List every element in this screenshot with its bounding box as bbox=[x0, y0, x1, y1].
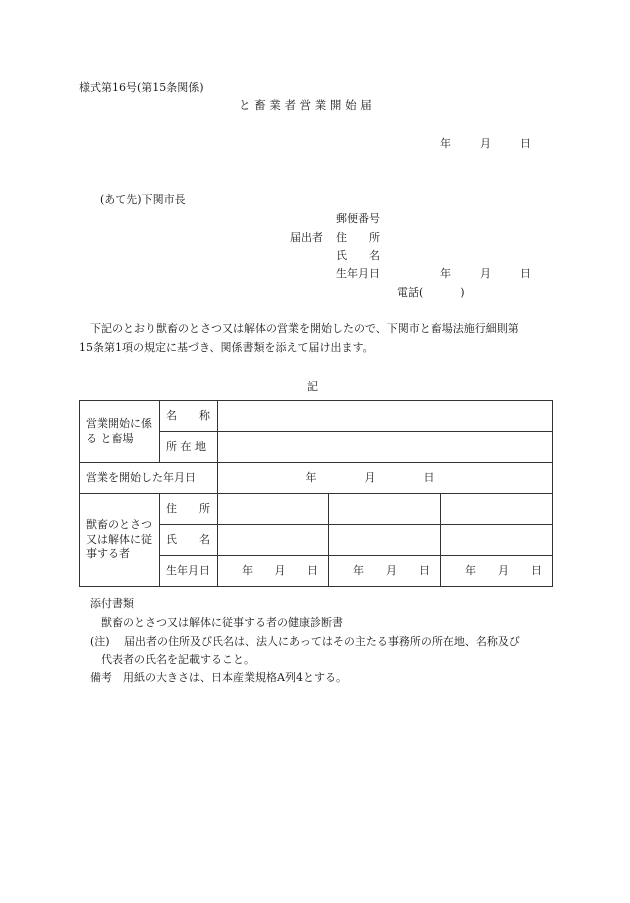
birth-year-label: 年 bbox=[440, 267, 451, 280]
facility-name-field[interactable] bbox=[218, 401, 553, 432]
start-date-field[interactable] bbox=[218, 463, 553, 494]
body-text-line2: 15条第1項の規定に基づき、関係書類を添えて届け出ます。 bbox=[79, 341, 374, 354]
note-line1: 届出者の住所及び氏名は、法人にあってはその主たる事務所の所在地、名称及び bbox=[124, 635, 520, 648]
worker1-day: 日 bbox=[307, 563, 318, 577]
ki-heading: 記 bbox=[307, 380, 318, 393]
remarks: 備考 用紙の大きさは、日本産業規格A列4とする。 bbox=[90, 671, 347, 684]
worker3-year: 年 bbox=[465, 563, 476, 577]
worker1-month: 月 bbox=[274, 563, 286, 577]
applicant-birth-label: 生年月日 bbox=[336, 267, 380, 280]
note-line2: 代表者の氏名を記載すること。 bbox=[101, 653, 255, 666]
table-row bbox=[80, 401, 553, 432]
table-row bbox=[80, 494, 553, 525]
start-month-label: 月 bbox=[364, 470, 376, 484]
birth-day-label: 日 bbox=[520, 267, 531, 280]
applicant-label: 届出者 bbox=[290, 231, 323, 244]
group-worker-label: 獣畜のとさつ又は解体に従事する者 bbox=[80, 494, 160, 587]
note-label: (注) bbox=[90, 635, 110, 648]
group-facility-label: 営業開始に係る と畜場 bbox=[80, 401, 160, 463]
body-text-line1: 下記のとおり獣畜のとさつ又は解体の営業を開始したので、下関市と畜場法施行細則第 bbox=[90, 322, 519, 335]
addressee: (あて先)下関市長 bbox=[100, 193, 186, 206]
worker-name-field-3[interactable] bbox=[441, 525, 553, 556]
applicant-address-label: 住 所 bbox=[336, 231, 380, 244]
worker3-day: 日 bbox=[531, 563, 542, 577]
page-title: と 畜 業 者 営 業 開 始 届 bbox=[239, 98, 372, 112]
worker2-day: 日 bbox=[419, 563, 430, 577]
date-year-label: 年 bbox=[440, 137, 451, 150]
worker-birth-field-3[interactable] bbox=[441, 556, 553, 587]
start-year-label: 年 bbox=[305, 470, 317, 484]
worker-birth-label: 生年月日 bbox=[160, 556, 218, 587]
date-day-label: 日 bbox=[520, 137, 531, 150]
worker-name-label: 氏 名 bbox=[160, 525, 218, 556]
worker-address-field-2[interactable] bbox=[329, 494, 441, 525]
phone-label: 電話( bbox=[397, 286, 424, 299]
attachment-item: 獣畜のとさつ又は解体に従事する者の健康診断書 bbox=[101, 616, 343, 629]
date-line bbox=[440, 138, 531, 149]
form-number: 様式第16号(第15条関係) bbox=[79, 81, 204, 94]
worker-address-field-1[interactable] bbox=[218, 494, 329, 525]
phone-line bbox=[397, 287, 465, 298]
worker2-month: 月 bbox=[386, 563, 397, 577]
date-month-label: 月 bbox=[480, 137, 491, 150]
postal-code-label: 郵便番号 bbox=[336, 212, 380, 225]
worker-address-label: 住 所 bbox=[160, 494, 218, 525]
worker-name-field-1[interactable] bbox=[218, 525, 329, 556]
worker-birth-field-2[interactable] bbox=[329, 556, 441, 587]
birth-month-label: 月 bbox=[480, 267, 491, 280]
start-day-label: 日 bbox=[423, 470, 435, 484]
phone-close: ) bbox=[460, 286, 465, 299]
worker-address-field-3[interactable] bbox=[441, 494, 553, 525]
start-date-label: 営業を開始した年月日 bbox=[80, 463, 218, 494]
facility-name-label: 名 称 bbox=[160, 401, 218, 432]
worker2-year: 年 bbox=[353, 563, 364, 577]
table-row bbox=[80, 463, 553, 494]
worker-name-field-2[interactable] bbox=[329, 525, 441, 556]
facility-location-field[interactable] bbox=[218, 432, 553, 463]
worker-birth-field-1[interactable] bbox=[218, 556, 329, 587]
form-table bbox=[79, 400, 553, 587]
facility-location-label: 所 在 地 bbox=[160, 432, 218, 463]
attachments-heading: 添付書類 bbox=[90, 597, 134, 610]
worker3-month: 月 bbox=[498, 563, 509, 577]
worker1-year: 年 bbox=[242, 563, 253, 577]
applicant-birth-date bbox=[440, 268, 531, 279]
applicant-name-label: 氏 名 bbox=[336, 249, 380, 262]
